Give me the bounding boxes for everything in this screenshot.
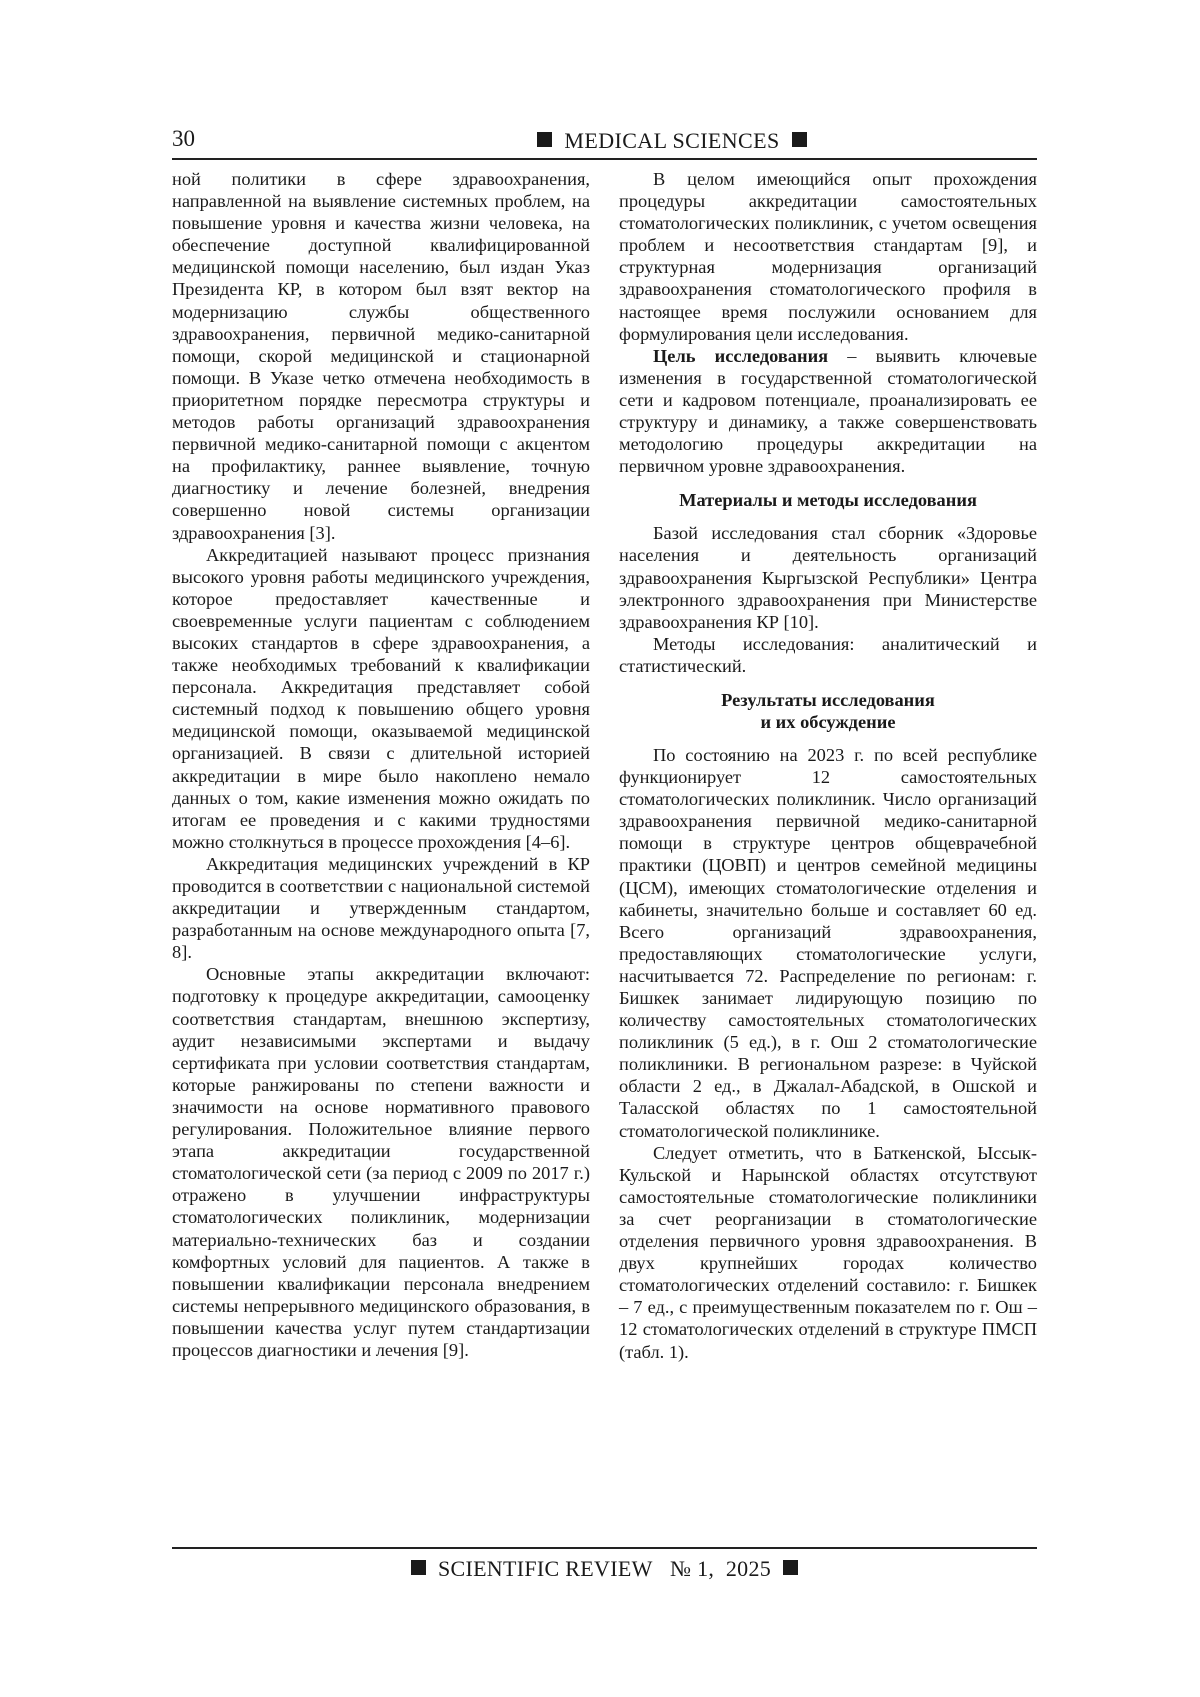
footer-year: 2025 bbox=[725, 1556, 772, 1581]
section-heading-results bbox=[619, 689, 1037, 733]
footer-rule bbox=[172, 1547, 1037, 1549]
section-heading-line: и их обсуждение bbox=[760, 711, 896, 732]
paragraph: По состоянию на 2023 г. по всей республике функционирует 12 самостоятельных стоматологических поликлиник. Число организаций здравоохранения первичной медико-санитарной помощи в структуре центров общеврачебной практики (ЦОВП) и центров семейной медицины (ЦСМ), имеющих стоматологические отделения и кабинеты, значительно больше и составляет 60 ед. Всего организаций здравоохранения, предоставляющих стоматологические услуги, насчитывается 72. Распределение по регионам: г. Бишкек занимает лидирующую позицию по количеству самостоятельных стоматологических поликлиник (5 ед.), в г. Ош 2 стоматологические поликлиники. В региональном разрезе: в Чуйской области 2 ед., в Джалал-Абадской, в Ошской и Таласской областях по 1 самостоятельной стоматологической поликлинике. bbox=[619, 744, 1037, 1141]
paragraph: Базой исследования стал сборник «Здоровье населения и деятельность организаций здравоохранения Кыргызской Республики» Центра электронного здравоохранения при Министерстве здравоохранения КР [10]. bbox=[619, 523, 1037, 632]
footer-journal: SCIENTIFIC REVIEW bbox=[437, 1556, 653, 1581]
paragraph: Основные этапы аккредитации включают: подготовку к процедуре аккредитации, самооценку соответствия стандартам, внешнюю экспертизу, аудит независимыми экспертами и выдачу сертификата при условии соответствия стандартам, которые ранжированы по степени важности и значимости на основе нормативного правового регулирования. Положительное влияние первого этапа аккредитации государственной стоматологической сети (за период с 2009 по 2017 г.) отражено в улучшении инфраструктуры стоматологических поликлиник, модернизации материально-технических баз и создании комфортных условий для пациентов. А также в повышении квалификации персонала внедрением системы непрерывного медицинского образования, в повышении качества услуг путем стандартизации процессов диагностики и лечения [9]. bbox=[172, 964, 590, 1360]
section-heading-line: Результаты исследования bbox=[721, 689, 935, 710]
square-bullet-icon bbox=[537, 132, 552, 147]
right-column bbox=[619, 168, 1037, 1363]
footer-issue: № 1, bbox=[670, 1556, 715, 1581]
running-head-title: MEDICAL SCIENCES bbox=[564, 128, 780, 153]
running-head bbox=[442, 128, 902, 154]
aim-text: – выявить ключевые изменения в государственной стоматологической сети и кадровом потенциале, проанализировать ее структуру и динамику, а также совершенствовать методологию процедуры аккредитации на первичном уровне здравоохранения. bbox=[619, 345, 1038, 477]
page-header bbox=[172, 118, 1037, 160]
page-footer bbox=[172, 1556, 1037, 1582]
paragraph: ной политики в сфере здравоохранения, направленной на выявление системных проблем, на повышение уровня и качества жизни человека, на обеспечение доступной квалифицированной медицинской помощи населению, был издан Указ Президента КР, в котором был взят вектор на модернизацию службы общественного здравоохранения, первичной медико-санитарной помощи, скорой медицинской и стационарной помощи. В Указе четко отмечена необходимость в приоритетном порядке пересмотра структуры и методов работы организаций здравоохранения первичной медико-санитарной помощи с акцентом на профилактику, раннее выявление, точную диагностику и лечение болезней, внедрения совершенно новой системы организации здравоохранения [3]. bbox=[172, 169, 590, 543]
paragraph: Аккредитацией называют процесс признания высокого уровня работы медицинского учреждения, которое предоставляет качественные и своевременные услуги пациентам с соблюдением высоких стандартов в сфере здравоохранения, а также необходимых требований к квалификации персонала. Аккредитация представляет собой системный подход к повышению общего уровня медицинской помощи, оказываемой медицинской организацией. В связи с длительной историей аккредитации в мире было накоплено немало данных о том, какие изменения можно ожидать по итогам ее проведения и с какими трудностями можно столкнуться в процессе прохождения [4–6]. bbox=[172, 544, 590, 852]
aim-paragraph bbox=[619, 345, 1037, 478]
page-number: 30 bbox=[172, 126, 195, 151]
paragraph: В целом имеющийся опыт прохождения процедуры аккредитации самостоятельных стоматологических поликлиник, с учетом освещения проблем и несоответствия стандартам [9], и структурная модернизация организаций здравоохранения стоматологического профиля в настоящее время послужили основанием для формулирования цели исследования. bbox=[619, 169, 1037, 344]
paragraph: Аккредитация медицинских учреждений в КР проводится в соответствии с национальной системой аккредитации и утвержденным стандартом, разработанным на основе международного опыта [7, 8]. bbox=[172, 853, 590, 963]
paragraph: Следует отметить, что в Баткенской, Ыссык-Кульской и Нарынской областях отсутствуют самостоятельные стоматологические поликлиники за счет реорганизации в стоматологические отделения первичного уровня здравоохранения. В двух крупнейших городах количество стоматологических отделений составило: г. Бишкек – 7 ед., с преимущественным показателем по г. Ош – 12 стоматологических отделений в структуре ПМСП (табл. 1). bbox=[619, 1142, 1037, 1362]
paragraph: Методы исследования: аналитический и статистический. bbox=[619, 633, 1037, 676]
square-bullet-icon bbox=[783, 1560, 798, 1575]
square-bullet-icon bbox=[411, 1560, 426, 1575]
left-column bbox=[172, 168, 590, 1361]
aim-lead: Цель исследования bbox=[653, 345, 829, 366]
square-bullet-icon bbox=[792, 132, 807, 147]
section-heading-methods: Материалы и методы исследования bbox=[679, 490, 977, 511]
